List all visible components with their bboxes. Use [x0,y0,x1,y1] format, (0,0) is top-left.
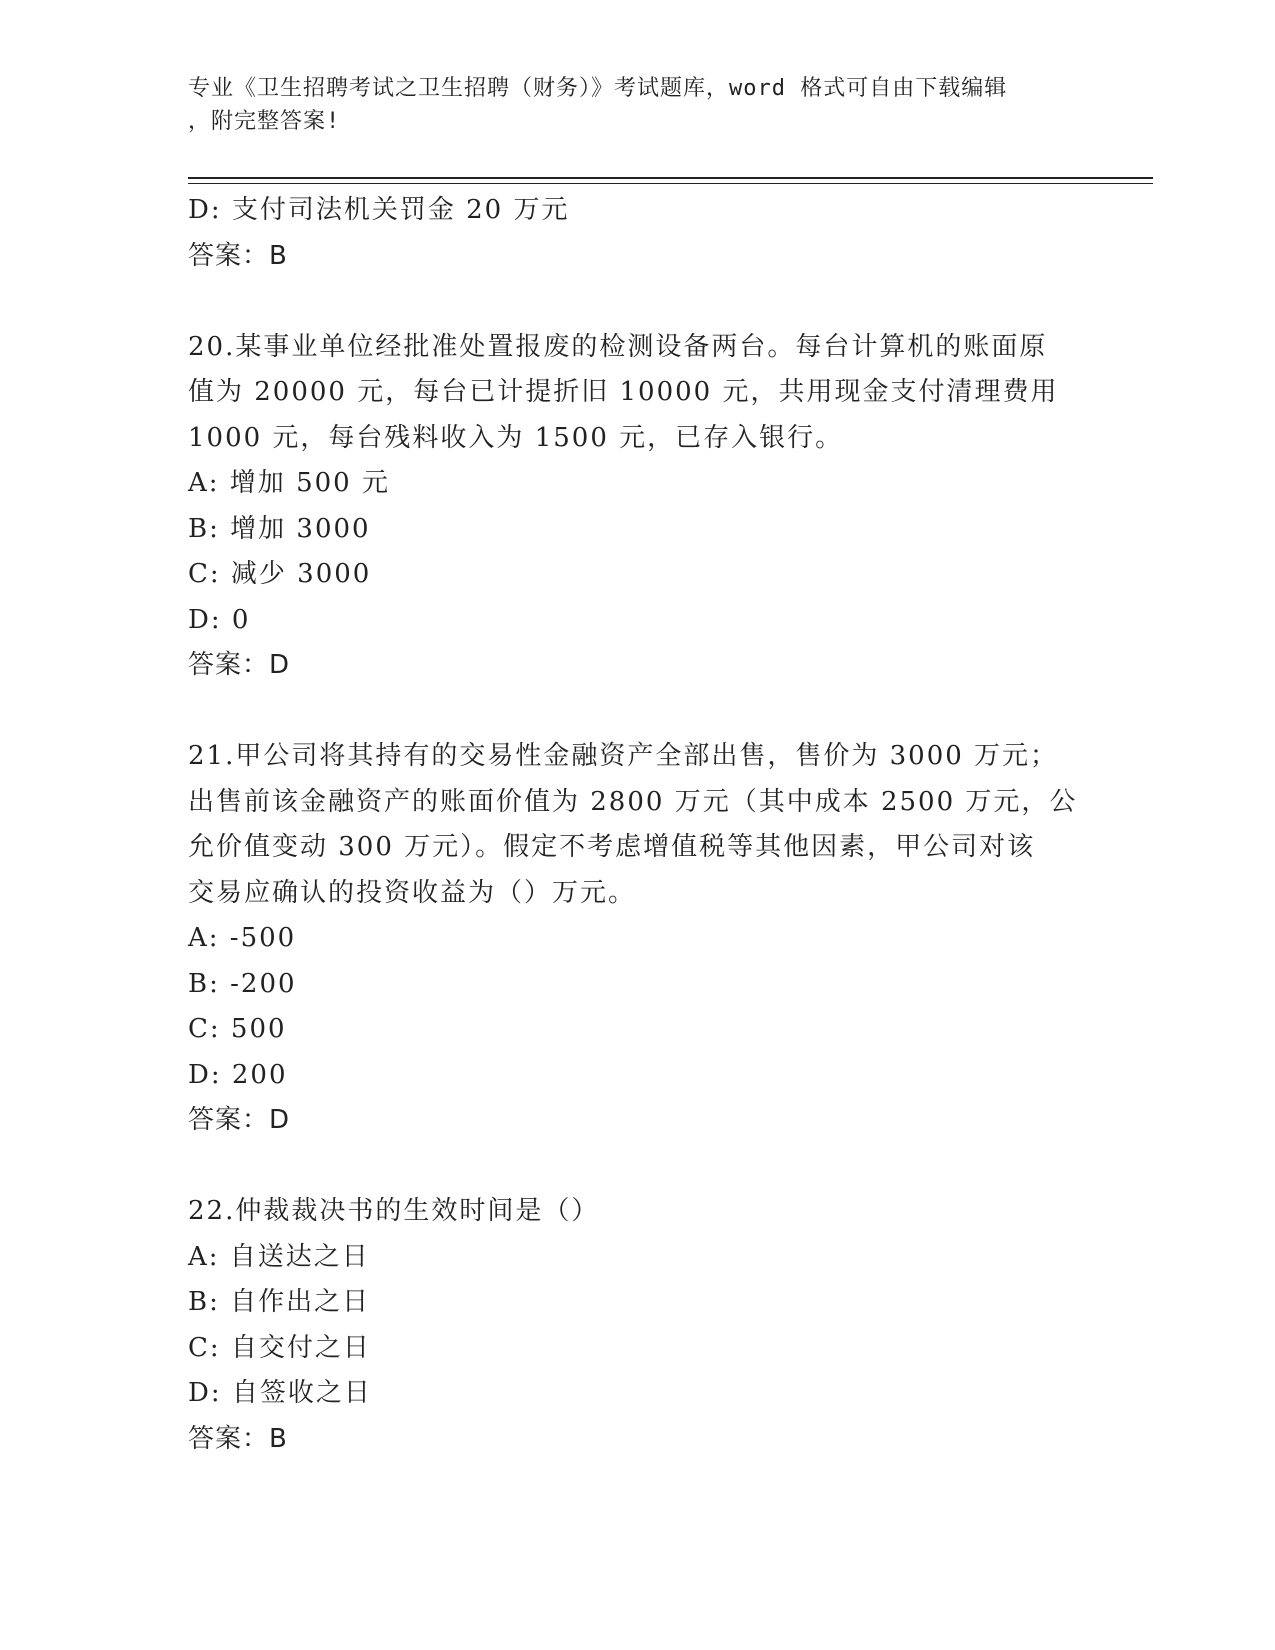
question-stem-line: 交易应确认的投资收益为（）万元。 [188,877,637,908]
spacer [188,689,1088,735]
option-a: A: 增加 500 元 [188,468,390,498]
option-b: B: 自作出之日 [188,1287,371,1317]
question-stem-line: 21.甲公司将其持有的交易性金融资产全部出售，售价为 3000 万元； [188,741,1059,771]
document-header [188,72,1068,138]
option-d: D: 200 [188,1059,288,1090]
option-c: C: 自交付之日 [188,1332,371,1363]
question-stem-line: 22.仲裁裁决书的生效时间是（） [188,1196,600,1226]
question-20 [188,325,1088,689]
answer-label: 答案：D [188,1105,291,1135]
header-divider-thick [188,177,1153,179]
question-22 [188,1189,1088,1462]
option-d: D: 0 [188,604,251,635]
question-19-tail [188,188,1088,279]
option-b: B: -200 [188,968,297,999]
question-21 [188,734,1088,1144]
option-d: D: 自签收之日 [188,1378,372,1408]
header-divider-thin [188,183,1153,184]
option-c: C: 减少 3000 [188,559,372,589]
spacer [188,279,1088,325]
option-a: A: -500 [188,923,297,953]
option-d: D: 支付司法机关罚金 20 万元 [188,195,570,225]
question-stem-line: 20.某事业单位经批准处置报废的检测设备两台。每台计算机的账面原 [188,331,1048,362]
question-stem-line: 值为 20000 元，每台已计提折旧 10000 元，共用现金支付清理费用 [188,377,1059,407]
question-stem-line: 1000 元，每台残料收入为 1500 元，已存入银行。 [188,422,844,453]
header-line-2: ，附完整答案! [188,109,341,134]
answer-label: 答案：B [188,1423,288,1454]
question-list [188,188,1088,1462]
option-c: C: 500 [188,1014,287,1044]
answer-label: 答案：D [188,650,291,680]
spacer [188,1144,1088,1190]
option-a: A: 自送达之日 [188,1241,370,1272]
answer-label: 答案：B [188,240,288,271]
header-line-1: 专业《卫生招聘考试之卫生招聘（财务）》考试题库，word 格式可自由下载编辑 [188,76,1008,101]
option-b: B: 增加 3000 [188,513,371,544]
question-stem-line: 出售前该金融资产的账面价值为 2800 万元（其中成本 2500 万元，公 [188,786,1078,817]
question-stem-line: 允价值变动 300 万元）。假定不考虑增值税等其他因素，甲公司对该 [188,832,1036,862]
